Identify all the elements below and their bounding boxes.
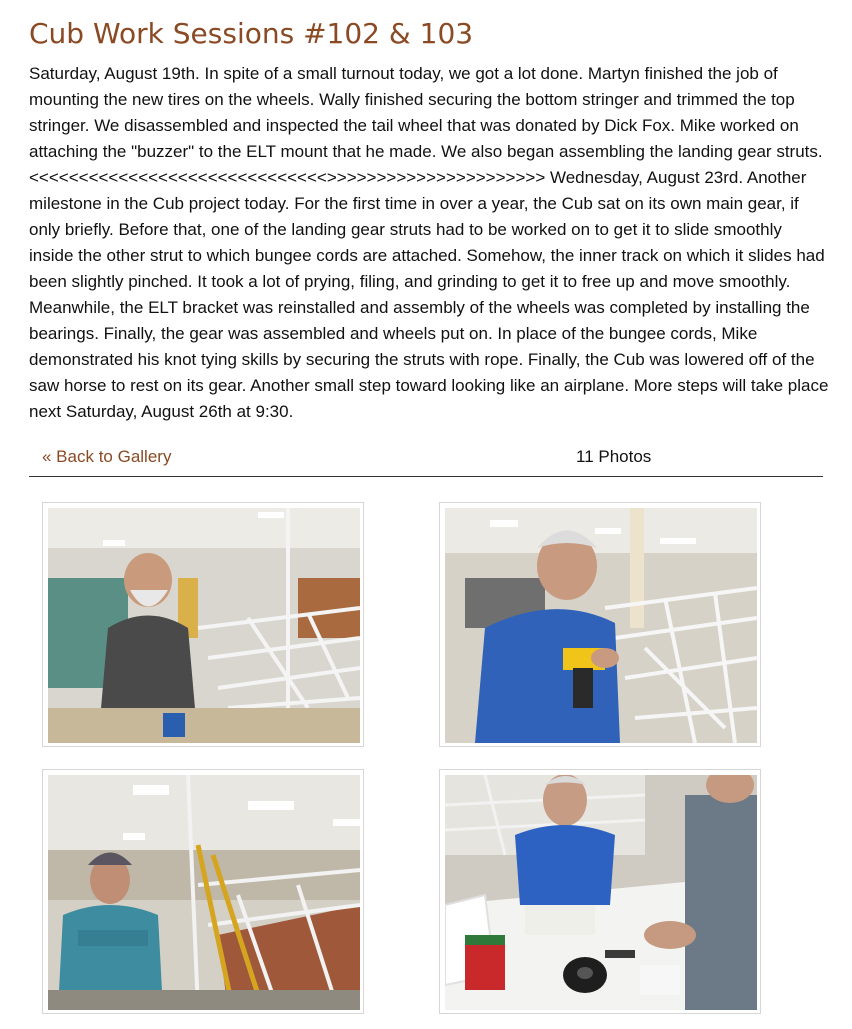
back-to-gallery-link[interactable]: « Back to Gallery: [42, 447, 172, 466]
photo-image-1: [48, 508, 360, 743]
photo-thumbnail-4[interactable]: [439, 769, 761, 1014]
photo-image-4: [445, 775, 757, 1010]
photo-thumbnail-2[interactable]: [439, 502, 761, 747]
photo-image-2: [445, 508, 757, 743]
photo-thumbnail-1[interactable]: [42, 502, 364, 747]
session-description: Saturday, August 19th. In spite of a small turnout today, we got a lot done. Martyn finished the job of mounting the new tires on the wheels. Wally finished securing the bottom stringer and trimmed the top stringer. We disassembled and inspected the tail wheel that was donated by Dick Fox. Mike worked on attaching the "buzzer" to the ELT mount that he made. We also began assembling the landing gear struts. <<<<<<<<<<<<<<<<<<<<<<<<<<<<<<>>>>>>>>>>>>>>>>>>>>>> Wednesday, August 23rd. Another milestone in the Cub project today. For the first time in over a year, the Cub sat on its own main gear, if only briefly. Before that, one of the landing gear struts had to be worked on to get it to slide smoothly inside the other strut to which bungee cords are attached. Somehow, the inner track on which it slides had been slightly pinched. It took a lot of prying, filing, and grinding to get it to free up and move smoothly. Meanwhile, the ELT bracket was reinstalled and assembly of the wheels was completed by installing the bearings. Finally, the gear was assembled and wheels put on. In place of the bungee cords, Mike demonstrated his knot tying skills by securing the struts with rope. Finally, the Cub was lowered off of the saw horse to rest on its gear. Another small step toward looking like an airplane. More steps will take place next Saturday, August 26th at 9:30.: [29, 64, 829, 421]
photo-image-3: [48, 775, 360, 1010]
photo-thumbnail-3[interactable]: [42, 769, 364, 1014]
page-title: Cub Work Sessions #102 & 103: [29, 17, 474, 50]
gallery-nav: [29, 442, 823, 477]
photo-count: 11 Photos: [576, 447, 652, 466]
